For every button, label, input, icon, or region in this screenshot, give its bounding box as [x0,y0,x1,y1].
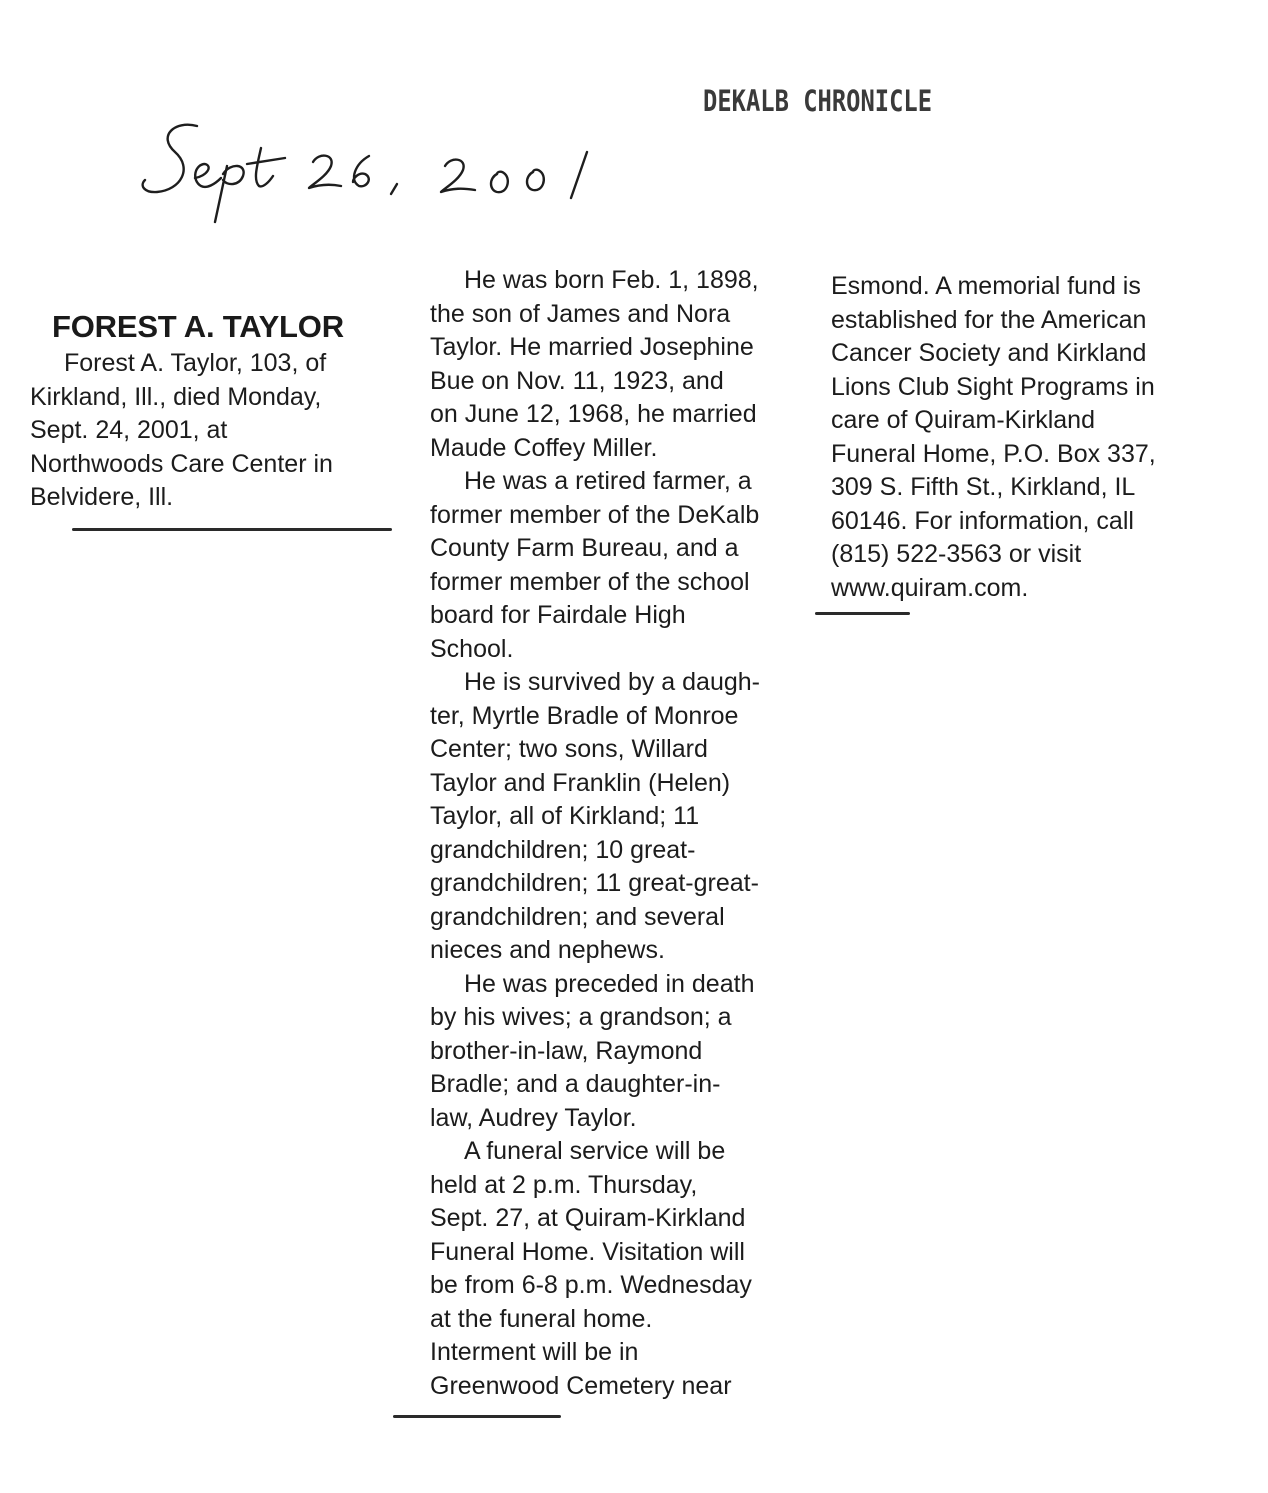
text-line: Funeral Home, P.O. Box 337, [831,439,1156,468]
text-line: Cancer Society and Kirkland [831,339,1147,367]
text-line: law, Audrey Taylor. [430,1103,637,1132]
text-line: 60146. For information, call [831,506,1134,535]
text-line: School. [430,634,514,663]
text-line: Sept. 27, at Quiram-Kirkland [430,1204,746,1232]
text-line: former member of the school [430,567,750,596]
obituary-column-1 [30,307,390,515]
text-line: grandchildren; 10 great- [430,835,696,864]
text-line: former member of the DeKalb [430,500,760,529]
publication-stamp: DEKALB CHRONICLE [703,84,933,118]
text-line: Center; two sons, Willard [430,735,708,763]
text-line: Forest A. Taylor, 103, of [64,349,327,377]
text-line: be from 6-8 p.m. Wednesday [430,1271,752,1299]
column-divider-rule [72,528,392,531]
text-line: at the funeral home. [430,1304,653,1333]
text-line: grandchildren; 11 great-great- [430,869,759,897]
text-line: the son of James and Nora [430,299,731,328]
text-line: held at 2 p.m. Thursday, [430,1170,698,1199]
text-line: care of Quiram-Kirkland [831,406,1095,434]
text-line: He is survived by a daugh- [464,668,760,696]
text-line: Taylor and Franklin (Helen) [430,768,731,797]
text-line: grandchildren; and several [430,902,725,931]
obituary-column-2 [430,264,810,1403]
text-line: Kirkland, Ill., died Monday, [30,382,322,411]
text-line: 309 S. Fifth St., Kirkland, IL [831,473,1136,501]
text-line: (815) 522-3563 or visit [831,540,1082,568]
text-line: Sept. 24, 2001, at [30,416,228,444]
text-line: board for Fairdale High [430,601,686,629]
text-line: established for the American [831,305,1147,334]
text-line: Lions Club Sight Programs in [831,372,1155,401]
text-line: by his wives; a grandson; a [430,1003,732,1031]
text-line: He was born Feb. 1, 1898, [464,266,759,294]
column-end-rule [815,612,910,615]
text-line: Greenwood Cemetery near [430,1371,732,1400]
text-line: ter, Myrtle Bradle of Monroe [430,701,739,730]
text-line: A funeral service will be [464,1137,726,1165]
obituary-headline: FOREST A. TAYLOR [52,309,344,344]
text-line: www.quiram.com. [831,573,1029,602]
text-line: Bradle; and a daughter-in- [430,1070,721,1098]
text-line: He was preceded in death [464,969,755,998]
text-line: Belvidere, Ill. [30,483,174,511]
text-line: Maude Coffey Miller. [430,433,658,462]
text-line: Taylor. He married Josephine [430,333,754,361]
text-line: Esmond. A memorial fund is [831,272,1141,300]
text-line: He was a retired farmer, a [464,467,752,495]
text-line: County Farm Bureau, and a [430,534,739,562]
text-line: nieces and nephews. [430,936,665,964]
text-line: Funeral Home. Visitation will [430,1237,745,1266]
handwritten-date [135,118,615,228]
text-line: on June 12, 1968, he married [430,400,757,428]
text-line: Bue on Nov. 11, 1923, and [430,366,724,395]
obituary-column-3 [831,270,1221,605]
text-line: Taylor, all of Kirkland; 11 [430,802,700,830]
text-line: Northwoods Care Center in [30,449,333,478]
text-line: Interment will be in [430,1338,639,1366]
column-end-rule [393,1415,561,1418]
text-line: brother-in-law, Raymond [430,1036,703,1065]
